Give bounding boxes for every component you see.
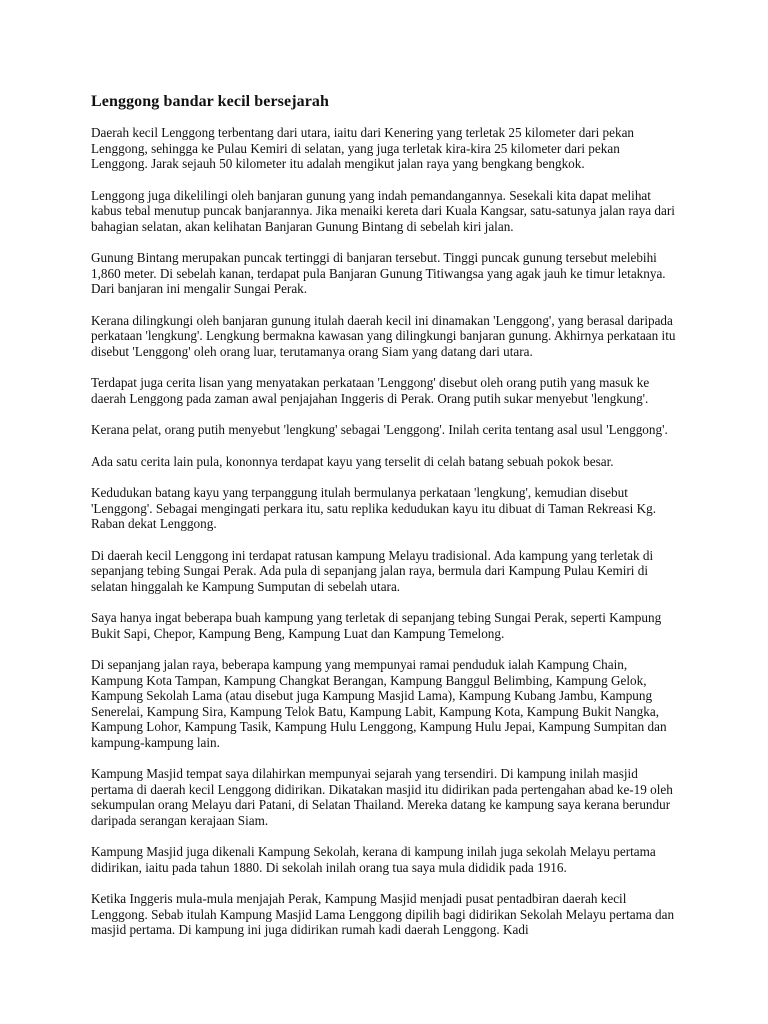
document-body <box>91 125 679 938</box>
paragraph: Ketika Inggeris mula-mula menjajah Perak, Kampung Masjid menjadi pusat pentadbiran daerah kecil Lenggong. Sebab itulah Kampung Masjid Lama Lenggong dipilih bagi didirikan Sekolah Melayu pertama dan masjid pertama. Di kampung ini juga didirikan rumah kadi daerah Lenggong. Kadi <box>91 891 675 937</box>
paragraph: Kampung Masjid juga dikenali Kampung Sekolah, kerana di kampung inilah juga sekolah Melayu pertama didirikan, iaitu pada tahun 1880. Di sekolah inilah orang tua saya mula dididik pada 1916. <box>91 844 656 875</box>
paragraph: Terdapat juga cerita lisan yang menyatakan perkataan 'Lenggong' disebut oleh orang putih yang masuk ke daerah Lenggong pada zaman awal penjajahan Inggeris di Perak. Orang putih sukar menyebut 'lengkung'. <box>91 375 650 406</box>
paragraph: Ada satu cerita lain pula, kononnya terdapat kayu yang terselit di celah batang sebuah pokok besar. <box>91 453 614 469</box>
paragraph: Gunung Bintang merupakan puncak tertinggi di banjaran tersebut. Tinggi puncak gunung tersebut melebihi 1,860 meter. Di sebelah kanan, terdapat pula Banjaran Gunung Titiwangsa yang agak jauh ke timur letaknya. Dari banjaran ini mengalir Sungai Perak. <box>91 250 666 296</box>
document-title: Lenggong bandar kecil bersejarah <box>91 93 330 110</box>
paragraph: Kampung Masjid tempat saya dilahirkan mempunyai sejarah yang tersendiri. Di kampung inilah masjid pertama di daerah kecil Lenggong didirikan. Dikatakan masjid itu didirikan pada pertengahan abad ke-19 oleh sekumpulan orang Melayu dari Patani, di Selatan Thailand. Mereka datang ke kampung saya kerana berundur daripada serangan kerajaan Siam. <box>91 766 673 828</box>
document-page <box>91 92 679 954</box>
paragraph: Kerana dilingkungi oleh banjaran gunung itulah daerah kecil ini dinamakan 'Lenggong', yang berasal daripada perkataan 'lengkung'. Lengkung bermakna kawasan yang dilingkungi banjaran gunung. Akhirnya perkataan itu disebut 'Lenggong' oleh orang luar, terutamanya orang Siam yang datang dari utara. <box>91 312 676 359</box>
paragraph: Saya hanya ingat beberapa buah kampung yang terletak di sepanjang tebing Sungai Perak, seperti Kampung Bukit Sapi, Chepor, Kampung Beng, Kampung Luat dan Kampung Temelong. <box>91 610 662 641</box>
paragraph: Kedudukan batang kayu yang terpanggung itulah bermulanya perkataan 'lengkung', kemudian disebut 'Lenggong'. Sebagai mengingati perkara itu, satu replika kedudukan kayu itu dibuat di Taman Rekreasi Kg. Raban dekat Lenggong. <box>91 485 657 531</box>
paragraph: Lenggong juga dikelilingi oleh banjaran gunung yang indah pemandangannya. Sesekali kita dapat melihat kabus tebal menutup puncak banjarannya. Jika menaiki kereta dari Kuala Kangsar, satu-satunya jalan raya dari bahagian selatan, akan kelihatan Banjaran Gunung Bintang di sebelah kiri jalan. <box>91 187 675 234</box>
paragraph: Kerana pelat, orang putih menyebut 'lengkung' sebagai 'Lenggong'. Inilah cerita tentang asal usul 'Lenggong'. <box>91 422 668 437</box>
paragraph: Di sepanjang jalan raya, beberapa kampung yang mempunyai ramai penduduk ialah Kampung Chain, Kampung Kota Tampan, Kampung Changkat Berangan, Kampung Banggul Belimbing, Kampung Gelok, Kampung Sekolah Lama (atau disebut juga Kampung Masjid Lama), Kampung Kubang Jambu, Kampung Senerelai, Kampung Sira, Kampung Telok Batu, Kampung Labit, Kampung Kota, Kampung Bukit Nangka, Kampung Lohor, Kampung Tasik, Kampung Hulu Lenggong, Kampung Hulu Jepai, Kampung Sumpitan dan kampung-kampung lain. <box>91 657 667 750</box>
paragraph: Daerah kecil Lenggong terbentang dari utara, iaitu dari Kenering yang terletak 25 kilometer dari pekan Lenggong, sehingga ke Pulau Kemiri di selatan, yang juga terletak kira-kira 25 kilometer dari pekan Lenggong. Jarak sejauh 50 kilometer itu adalah mengikut jalan raya yang bengkang bengkok. <box>91 125 635 171</box>
paragraph: Di daerah kecil Lenggong ini terdapat ratusan kampung Melayu tradisional. Ada kampung yang terletak di sepanjang tebing Sungai Perak. Ada pula di sepanjang jalan raya, bermula dari Kampung Pulau Kemiri di selatan hinggalah ke Kampung Sumputan di sebelah utara. <box>91 547 654 594</box>
